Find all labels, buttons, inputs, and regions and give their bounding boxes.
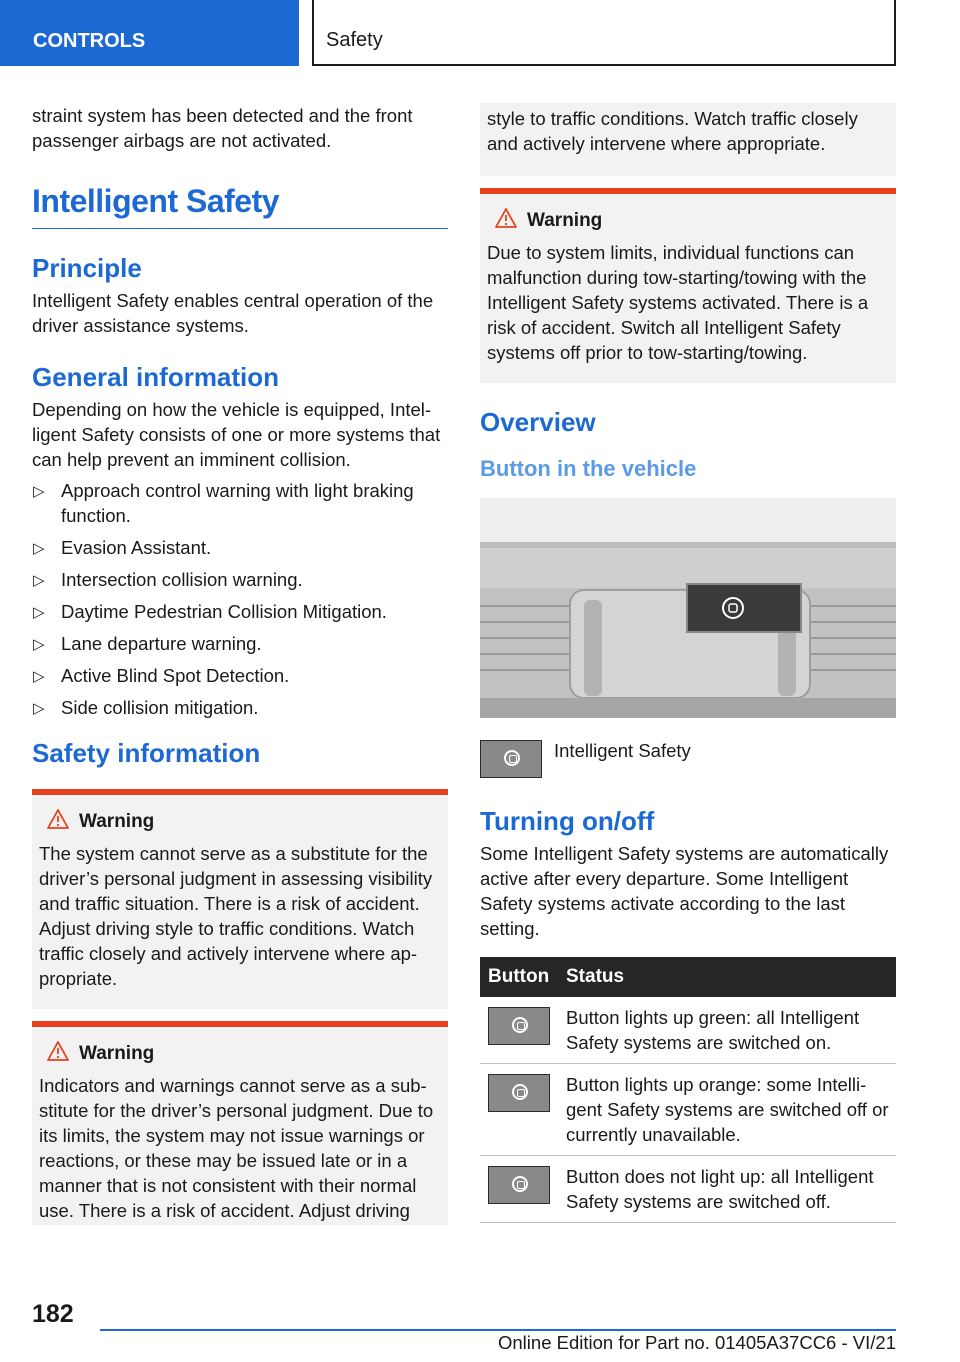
triangle-bullet-icon: ▷ [33, 700, 45, 717]
status-cell: Button does not light up: all Intelligent Safety systems are switched off. [558, 1156, 896, 1223]
warning-title: Warning [79, 811, 155, 832]
table-row [480, 997, 896, 1064]
safety-heading: Safety information [32, 738, 261, 768]
warning-triangle-icon [495, 208, 517, 228]
intelligent-safety-button-icon [488, 1007, 550, 1045]
table-row [480, 1064, 896, 1156]
table-row [480, 1156, 896, 1223]
column-header-status: Status [558, 957, 896, 997]
intelligent-safety-button-icon [480, 740, 542, 778]
turning-text: Some Intelligent Safety systems are automatically active after every departure. Some Intelligent Safety systems activate according to the last setting. [480, 843, 889, 939]
warning-text: Due to system limits, individual functions can malfunction during tow-starting/towing with the Intelligent Safety systems activated. There is a risk of accident. Switch all Intelligent Safety systems off prior to tow-starting/towing. [487, 242, 869, 363]
page-title: Intelligent Safety [32, 183, 448, 229]
overview-heading: Overview [480, 407, 596, 437]
list-item: ▷ Side collision mitigation. [32, 695, 448, 720]
list-item: ▷ Lane departure warning. [32, 631, 448, 656]
page-number: 182 [32, 1300, 74, 1328]
column-header-button: Button [480, 957, 558, 997]
section-tab: CONTROLS [0, 0, 299, 66]
status-cell: Button lights up green: all Intelligent Safety systems are switched on. [558, 997, 896, 1064]
triangle-bullet-icon: ▷ [33, 668, 45, 685]
warning-box [480, 188, 896, 383]
button-legend [480, 738, 896, 778]
footer-divider [100, 1329, 896, 1331]
triangle-bullet-icon: ▷ [33, 540, 45, 557]
list-item: ▷ Daytime Pedestrian Collision Mitigation. [32, 599, 448, 624]
chapter-title: Safety [312, 0, 896, 66]
list-item: ▷ Intersection collision warning. [32, 567, 448, 592]
intelligent-safety-button-icon [488, 1166, 550, 1204]
warning-triangle-icon [47, 1041, 69, 1061]
turning-heading: Turning on/off [480, 806, 655, 836]
systems-list [32, 478, 448, 720]
triangle-bullet-icon: ▷ [33, 636, 45, 653]
warning-continued [480, 103, 896, 176]
intro-text: straint system has been detected and the front passenger airbags are not activated. [32, 105, 413, 151]
dashboard-button-photo [480, 498, 896, 718]
principle-text: Intelligent Safety enables central operation of the driver assistance systems. [32, 290, 434, 336]
warning-box [32, 789, 448, 1009]
footer-edition: Online Edition for Part no. 01405A37CC6 - VI/21 [498, 1332, 896, 1353]
triangle-bullet-icon: ▷ [33, 604, 45, 621]
triangle-bullet-icon: ▷ [33, 572, 45, 589]
warning-continued-text: style to traffic conditions. Watch traffic closely and actively intervene where appropriate. [487, 108, 858, 154]
status-table [480, 957, 896, 1223]
button-heading: Button in the vehicle [480, 456, 697, 481]
left-column [32, 103, 448, 1225]
triangle-bullet-icon: ▷ [33, 483, 45, 500]
warning-triangle-icon [47, 809, 69, 829]
status-cell: Button lights up orange: some Intelligent Safety systems are switched off or currently unavailable. [558, 1064, 896, 1156]
list-item: ▷ Evasion Assistant. [32, 535, 448, 560]
right-column [480, 103, 896, 1223]
intelligent-safety-button-icon [488, 1074, 550, 1112]
list-item: ▷ Approach control warning with light braking function. [33, 480, 414, 526]
principle-heading: Principle [32, 253, 142, 283]
general-text: Depending on how the vehicle is equipped, Intelligent Safety consists of one or more systems that can help prevent an imminent collision. [32, 399, 441, 470]
warning-text: The system cannot serve as a substitute for the driver’s personal judgment in assessing visibility and traffic situation. There is a risk of accident. Adjust driving style to traffic conditions. Watch traffic closely and actively intervene where appropriate. [39, 843, 433, 989]
warning-title: Warning [79, 1043, 155, 1064]
warning-box [32, 1021, 448, 1225]
warning-title: Warning [527, 210, 603, 231]
general-heading: General information [32, 362, 280, 392]
button-caption: Intelligent Safety [554, 740, 691, 761]
warning-text: Indicators and warnings cannot serve as a substitute for the driver’s personal judgment. Due to its limits, the system may not issue warnings or reactions, or these may be issued late or in a manner that is not consistent with their normal use. There is a risk of accident. Adjust driving [39, 1075, 434, 1221]
list-item: ▷ Active Blind Spot Detection. [32, 663, 448, 688]
